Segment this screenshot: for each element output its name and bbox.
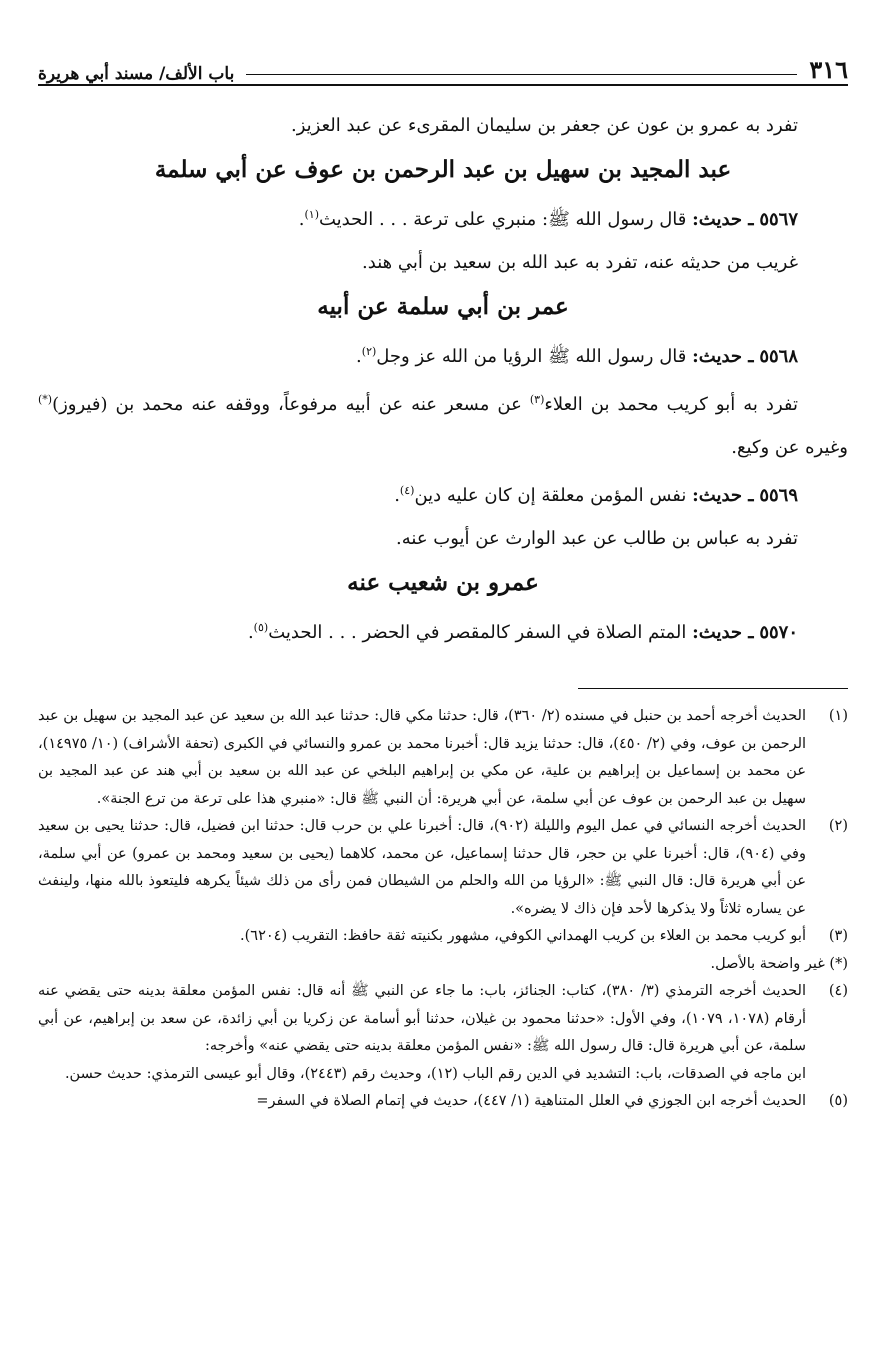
hadith-text: المتم الصلاة في السفر كالمقصر في الحضر . . . الحديث bbox=[268, 622, 687, 643]
end-mark: . bbox=[394, 485, 400, 506]
footnote-continuation: ابن ماجه في الصدقات، باب: التشديد في الدين رقم الباب (١٢)، وحديث رقم (٢٤٤٣)، وقال أبو عيسى الترمذي: حديث حسن. bbox=[64, 1065, 806, 1082]
footnote-number: (٥) bbox=[828, 1093, 848, 1109]
footnote-text: الحديث أخرجه الترمذي (٣/ ٣٨٠)، كتاب: الجنائز، باب: ما جاء عن النبي ﷺ أنه قال: نفس المؤمن معلقة بدينه حتى يقضي عنه أرقام (١٠٧٨، ١٠٧٩)، وفي الأول: «حدثنا محمود بن غيلان، حدثنا أبو أسامة عن زكريا بن أبي زائدة، عن سعد بن إبراهيم، عن أبي سلمة، عن أبي هريرة قال: قال رسول الله ﷺ: «نفس المؤمن معلقة بدينه حتى يقضي عنه» وأخرجه: bbox=[38, 983, 807, 1054]
paragraph-part: تفرد به أبو كريب محمد بن العلاء bbox=[544, 394, 798, 415]
footnote-ref: (٤) bbox=[399, 484, 415, 497]
hadith-number: ٥٥٦٩ bbox=[759, 485, 798, 506]
paragraph-part: عن مسعر عنه عن أبيه مرفوعاً، ووقفه عنه محمد بن (فيروز) bbox=[52, 394, 522, 415]
page bbox=[38, 40, 848, 1116]
hadith-label: ـ حديث: bbox=[692, 209, 754, 230]
footnote bbox=[38, 1088, 848, 1116]
page-header bbox=[38, 40, 848, 86]
hadith-text: قال رسول الله ﷺ: منبري على ترعة . . . الحديث bbox=[319, 209, 687, 230]
hadith-label: ـ حديث: bbox=[692, 346, 754, 367]
hadith-text: قال رسول الله ﷺ الرؤيا من الله عز وجل bbox=[376, 346, 687, 367]
footnote-star: (*) غير واضحة بالأصل. bbox=[710, 955, 848, 972]
running-title: باب الألف/ مسند أبي هريرة bbox=[38, 64, 235, 84]
header-rule bbox=[246, 74, 797, 75]
main-text bbox=[38, 104, 848, 654]
footnote-ref: (١) bbox=[304, 208, 319, 221]
paragraph-part: وغيره عن وكيع. bbox=[731, 437, 848, 458]
hadith-text: نفس المؤمن معلقة إن كان عليه دين bbox=[414, 485, 687, 506]
hadith-entry bbox=[38, 469, 848, 517]
hadith-label: ـ حديث: bbox=[692, 622, 754, 643]
hadith-entry bbox=[38, 330, 848, 378]
section-heading: عبد المجيد بن سهيل بن عبد الرحمن بن عوف عن أبي سلمة bbox=[154, 156, 732, 183]
page-number: ٣١٦ bbox=[809, 55, 848, 84]
footnote-ref: (٢) bbox=[361, 345, 377, 358]
hadith-entry bbox=[38, 193, 848, 241]
footnote bbox=[38, 923, 848, 951]
paragraph: تفرد به عمرو بن عون عن جعفر بن سليمان المقرىء عن عبد العزيز. bbox=[290, 115, 798, 136]
paragraph bbox=[38, 378, 848, 469]
footnote-ref: (٥) bbox=[253, 621, 269, 634]
footnote-divider bbox=[578, 688, 848, 689]
hadith-label: ـ حديث: bbox=[692, 485, 754, 506]
footnote-number: (١) bbox=[828, 708, 848, 724]
paragraph: تفرد به عباس بن طالب عن عبد الوارث عن أيوب عنه. bbox=[396, 528, 798, 549]
footnote bbox=[38, 703, 848, 813]
section-heading: عمرو بن شعيب عنه bbox=[347, 569, 539, 596]
footnote-ref: (*) bbox=[38, 393, 53, 406]
footnote bbox=[38, 813, 848, 923]
footnote-ref: (٣) bbox=[529, 393, 545, 406]
footnote-number: (٣) bbox=[828, 928, 848, 944]
footnote bbox=[38, 978, 848, 1061]
footnote-text: أبو كريب محمد بن العلاء بن كريب الهمداني الكوفي، مشهور بكنيته ثقة حافظ: التقريب (٦٢٠٤). bbox=[240, 928, 806, 944]
hadith-number: ٥٥٧٠ bbox=[759, 622, 798, 643]
hadith-number: ٥٥٦٧ bbox=[759, 209, 798, 230]
footnote-number: (٢) bbox=[828, 818, 848, 834]
end-mark: . bbox=[356, 346, 362, 367]
footnote-text: الحديث أخرجه أحمد بن حنبل في مسنده (٢/ ٣٦٠)، قال: حدثنا مكي قال: حدثنا عبد الله بن سعيد عن عبد المجيد بن سهيل بن عبد الرحمن بن عوف، وفي (٢/ ٤٥٠)، قال: حدثنا يزيد قال: أخبرنا محمد بن عمرو والنسائي في الكبرى (تحفة الأشراف) (١٠/ ١٤٩٧٥)، عن محمد بن إسماعيل بن إبراهيم بن علية، عن مكي بن إبراهيم البلخي عن عبد الله بن سعيد بن أبي هند عن عبد المجيد بن سهيل بن عبد الرحمن بن عوف عن أبي سلمة، عن أبي هريرة: أن النبي ﷺ قال: «منبري هذا على ترعة من ترع الجنة». bbox=[38, 708, 807, 807]
end-mark: . bbox=[247, 622, 254, 643]
section-heading: عمر بن أبي سلمة عن أبيه bbox=[317, 293, 569, 320]
hadith-number: ٥٥٦٨ bbox=[759, 346, 798, 367]
end-mark: . bbox=[298, 209, 305, 230]
paragraph: غريب من حديثه عنه، تفرد به عبد الله بن سعيد بن أبي هند. bbox=[362, 252, 798, 273]
hadith-entry bbox=[38, 606, 848, 654]
footnote-number: (٤) bbox=[828, 983, 848, 999]
footnote-text: الحديث أخرجه النسائي في عمل اليوم والليلة (٩٠٢)، قال: أخبرنا علي بن حرب قال: حدثنا ابن فضيل، قال: حدثنا يحيى بن سعيد وفي (٩٠٤)، قال: أخبرنا علي بن حجر، قال حدثنا إسماعيل، عن محمد، كلاهما (يحيى بن سعيد ومحمد بن عمرو) عن أبي سلمة، عن أبي هريرة قال: قال النبي ﷺ: «الرؤيا من الله والحلم من الشيطان فمن رأى من ذلك شيئاً يكرهه فليتعوذ بالله منها، ولينفث عن يساره ثلاثاً ولا يذكرها لأحد فإن ذاك لا يضره». bbox=[38, 818, 806, 917]
footnotes bbox=[38, 703, 848, 1116]
footnote-text: الحديث أخرجه ابن الجوزي في العلل المتناهية (١/ ٤٤٧)، حديث في إتمام الصلاة في السفر= bbox=[256, 1093, 806, 1109]
